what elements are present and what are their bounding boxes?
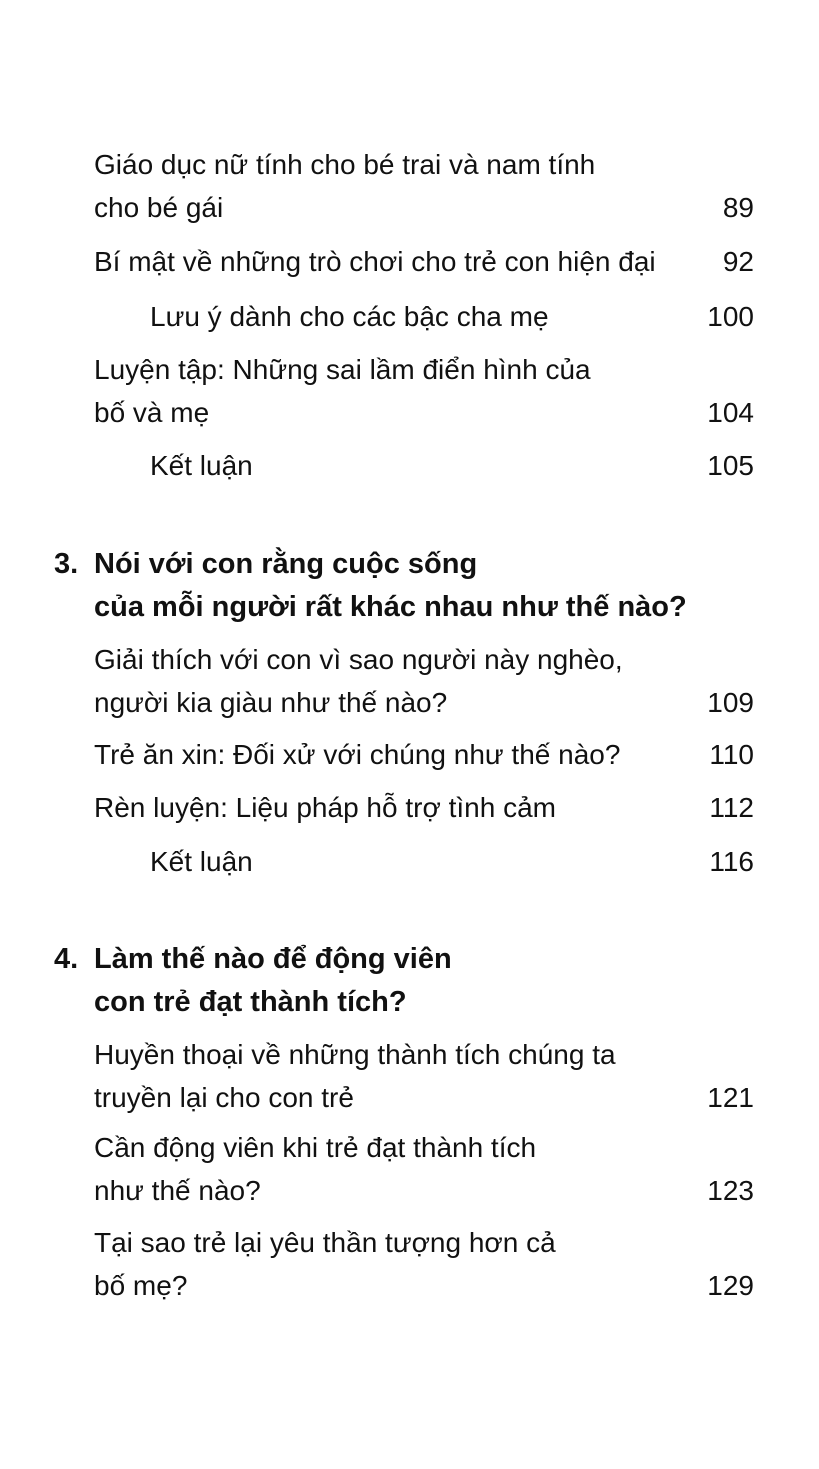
chapter-title-line: của mỗi người rất khác nhau như thế nào? (94, 591, 687, 623)
toc-entry[interactable] (0, 143, 819, 229)
toc-page-number: 109 (707, 687, 754, 718)
chapter-title-line: Làm thế nào để động viên (94, 943, 452, 975)
toc-entry-title-line: Giáo dục nữ tính cho bé trai và nam tính (94, 149, 596, 180)
chapter-title-line: Nói với con rằng cuộc sống (94, 548, 478, 580)
toc-entry-title-line: Kết luận (150, 450, 253, 481)
chapter-title (94, 938, 774, 1024)
toc-entry-title-line: Lưu ý dành cho các bậc cha mẹ (150, 301, 549, 332)
toc-entry[interactable] (0, 840, 819, 883)
toc-entry[interactable] (0, 638, 819, 724)
toc-entry-title-line: Rèn luyện: Liệu pháp hỗ trợ tình cảm (94, 792, 556, 823)
toc-page-number: 129 (707, 1270, 754, 1301)
chapter-number: 4. (54, 943, 79, 975)
toc-entry[interactable] (0, 444, 819, 487)
toc-entry[interactable] (0, 240, 819, 283)
toc-entry-title (94, 733, 694, 776)
toc-entry-title (94, 240, 714, 283)
toc-entry-title (150, 840, 750, 883)
toc-entry[interactable] (0, 295, 819, 338)
toc-entry-title-line: Giải thích với con vì sao người này nghèo, (94, 644, 623, 675)
toc-entry-title-line: Luyện tập: Những sai lầm điển hình của (94, 354, 591, 385)
toc-entry-title-line: Kết luận (150, 846, 253, 877)
toc-entry-title-line: cho bé gái (94, 192, 224, 223)
toc-entry-title-line: Trẻ ăn xin: Đối xử với chúng như thế nào? (94, 739, 621, 770)
toc-page-number: 110 (709, 739, 754, 770)
toc-entry-title (150, 444, 750, 487)
toc-entry-title (94, 348, 694, 434)
toc-entry-title (94, 1126, 694, 1212)
toc-entry[interactable] (0, 1126, 819, 1212)
chapter-heading[interactable] (0, 938, 819, 1024)
chapter-number: 3. (54, 548, 79, 580)
toc-page-number: 89 (722, 192, 754, 223)
toc-page-number: 123 (707, 1175, 754, 1206)
toc-page-number: 92 (722, 246, 754, 277)
toc-entry-title (94, 638, 694, 724)
toc-page-number: 105 (707, 450, 754, 481)
toc-entry[interactable] (0, 1221, 819, 1307)
toc-entry-title-line: bố và mẹ (94, 397, 210, 428)
toc-entry-title (150, 295, 750, 338)
toc-entry[interactable] (0, 1033, 819, 1119)
toc-page-number: 104 (707, 397, 754, 428)
toc-entry-title-line: Tại sao trẻ lại yêu thần tượng hơn cả (94, 1227, 556, 1258)
toc-entry-title (94, 1033, 694, 1119)
chapter-title-line: con trẻ đạt thành tích? (94, 986, 407, 1018)
toc-page-number: 112 (709, 792, 754, 823)
toc-page-number: 121 (707, 1082, 754, 1113)
toc-entry-title-line: bố mẹ? (94, 1270, 188, 1301)
toc-entry-title-line: như thế nào? (94, 1175, 261, 1206)
toc-entry-title-line: truyền lại cho con trẻ (94, 1082, 354, 1113)
chapter-title (94, 543, 774, 629)
toc-entry-title-line: Bí mật về những trò chơi cho trẻ con hiện đại (94, 246, 656, 277)
toc-entry-title (94, 1221, 694, 1307)
toc-entry-title (94, 786, 694, 829)
toc-entry[interactable] (0, 786, 819, 829)
toc-entry-title (94, 143, 694, 229)
toc-entry-title-line: Cần động viên khi trẻ đạt thành tích (94, 1132, 537, 1163)
toc-entry-title-line: người kia giàu như thế nào? (94, 687, 448, 718)
toc-entry[interactable] (0, 733, 819, 776)
toc-page-number: 100 (707, 301, 754, 332)
chapter-heading[interactable] (0, 543, 819, 629)
toc-entry-title-line: Huyền thoại về những thành tích chúng ta (94, 1039, 616, 1070)
toc-entry[interactable] (0, 348, 819, 434)
toc-page-number: 116 (709, 846, 754, 877)
